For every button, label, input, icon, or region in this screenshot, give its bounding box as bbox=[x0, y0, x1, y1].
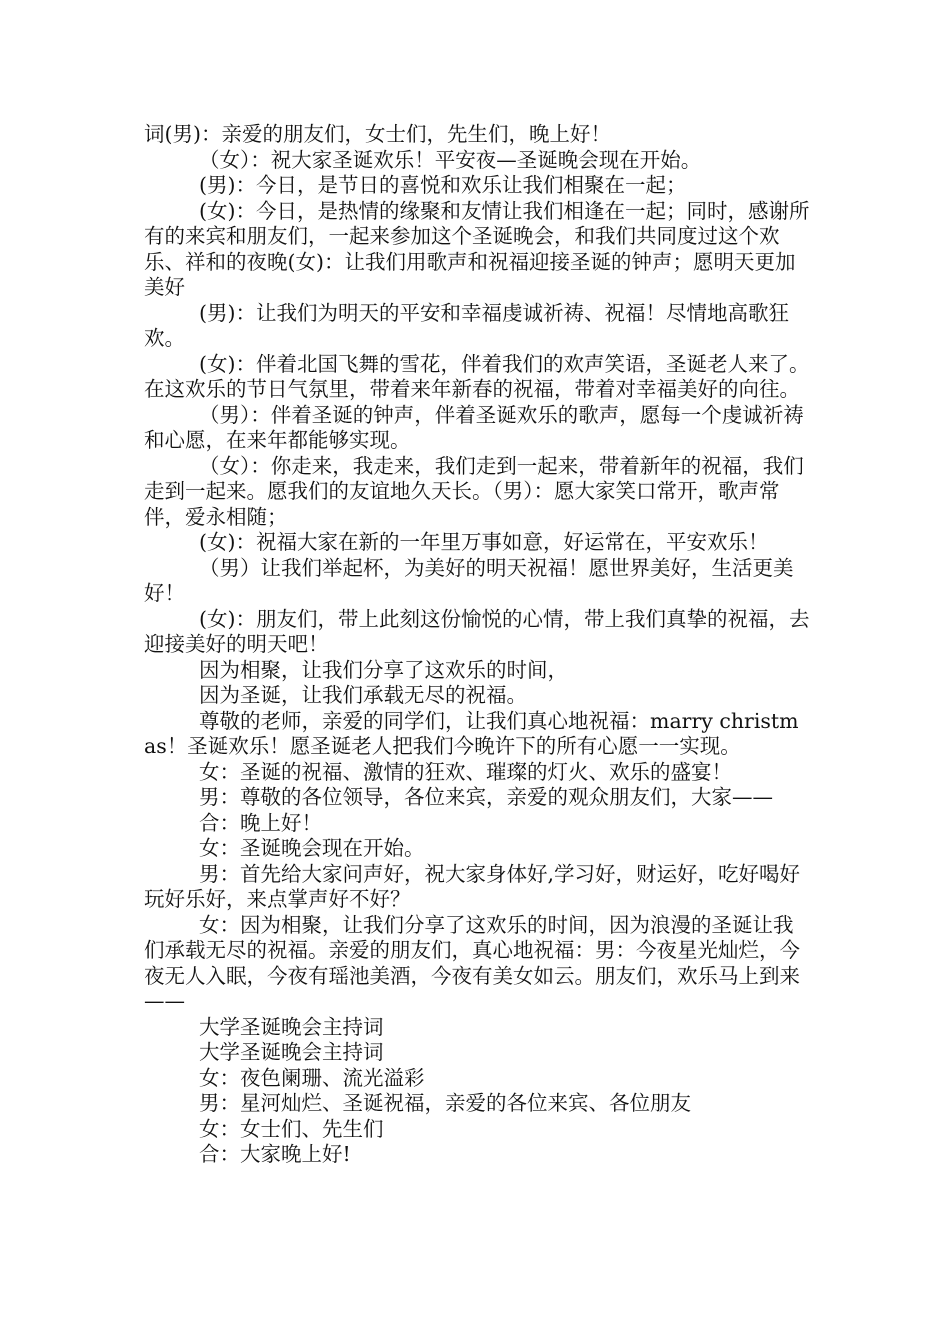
paragraph: 男：尊敬的各位领导，各位来宾，亲爱的观众朋友们，大家—— bbox=[199, 785, 773, 809]
paragraph: 女：女士们、先生们 bbox=[199, 1116, 384, 1141]
paragraph: (女)：伴着北国飞舞的雪花，伴着我们的欢声笑语，圣诞老人来了。在这欢乐的节日气氛里，带着来年新春的祝福，带着对幸福美好的向往。 bbox=[144, 351, 810, 401]
paragraph: 女：圣诞的祝福、激情的狂欢、璀璨的灯火、欢乐的盛宴！ bbox=[199, 759, 732, 784]
paragraph: 词(男)：亲爱的朋友们，女士们，先生们，晚上好！ bbox=[144, 122, 611, 146]
document-body bbox=[144, 122, 810, 1168]
paragraph: 男：星河灿烂、圣诞祝福，亲爱的各位来宾、各位朋友 bbox=[199, 1091, 691, 1115]
paragraph: （男）让我们举起杯，为美好的明天祝福！愿世界美好，生活更美好！ bbox=[144, 555, 794, 605]
paragraph: 男：首先给大家问声好，祝大家身体好,学习好，财运好，吃好喝好玩好乐好，来点掌声好不好？ bbox=[144, 861, 801, 911]
paragraph: 女：夜色阑珊、流光溢彩 bbox=[199, 1065, 425, 1090]
paragraph: （男）：伴着圣诞的钟声，伴着圣诞欢乐的歌声，愿每一个虔诚祈祷和心愿，在来年都能够实现。 bbox=[144, 402, 804, 452]
paragraph: 因为相聚，让我们分享了这欢乐的时间， bbox=[199, 657, 568, 682]
paragraph: 尊敬的老师，亲爱的同学们，让我们真心地祝福：marry christmas！圣诞欢乐！愿圣诞老人把我们今晚许下的所有心愿一一实现。 bbox=[144, 708, 799, 758]
paragraph: (女)：今日，是热情的缘聚和友情让我们相逢在一起；同时，感谢所有的来宾和朋友们，一起来参加这个圣诞晚会，和我们共同度过这个欢乐、祥和的夜晚(女)：让我们用歌声和祝福迎接圣诞的钟声；愿明天更加美好 bbox=[144, 198, 810, 299]
paragraph: （女）：你走来，我走来，我们走到一起来，带着新年的祝福，我们走到一起来。愿我们的友谊地久天长。（男）：愿大家笑口常开，歌声常伴，爱永相随； bbox=[144, 453, 804, 529]
paragraph: 女：因为相聚，让我们分享了这欢乐的时间，因为浪漫的圣诞让我们承载无尽的祝福。亲爱的朋友们，真心地祝福：男：今夜星光灿烂，今夜无人入眠，今夜有瑶池美酒，今夜有美女如云。朋友们，欢乐马上到来—— bbox=[144, 912, 800, 1013]
paragraph: 合：大家晚上好! bbox=[199, 1142, 351, 1166]
paragraph: 大学圣诞晚会主持词 bbox=[199, 1040, 384, 1064]
paragraph: (男)：让我们为明天的平安和幸福虔诚祈祷、祝福！尽情地高歌狂欢。 bbox=[144, 300, 789, 350]
paragraph: （女）：祝大家圣诞欢乐！平安夜—圣诞晚会现在开始。 bbox=[199, 147, 702, 172]
paragraph: 因为圣诞，让我们承载无尽的祝福。 bbox=[199, 683, 527, 707]
paragraph: 女：圣诞晚会现在开始。 bbox=[199, 836, 425, 860]
paragraph: 大学圣诞晚会主持词 bbox=[199, 1014, 384, 1039]
paragraph: (男)：今日，是节日的喜悦和欢乐让我们相聚在一起； bbox=[199, 173, 687, 197]
paragraph: (女)：朋友们，带上此刻这份愉悦的心情，带上我们真挚的祝福，去迎接美好的明天吧！ bbox=[144, 606, 810, 656]
paragraph: 合：晚上好！ bbox=[199, 810, 322, 835]
paragraph: (女)：祝福大家在新的一年里万事如意，好运常在，平安欢乐！ bbox=[199, 530, 769, 554]
